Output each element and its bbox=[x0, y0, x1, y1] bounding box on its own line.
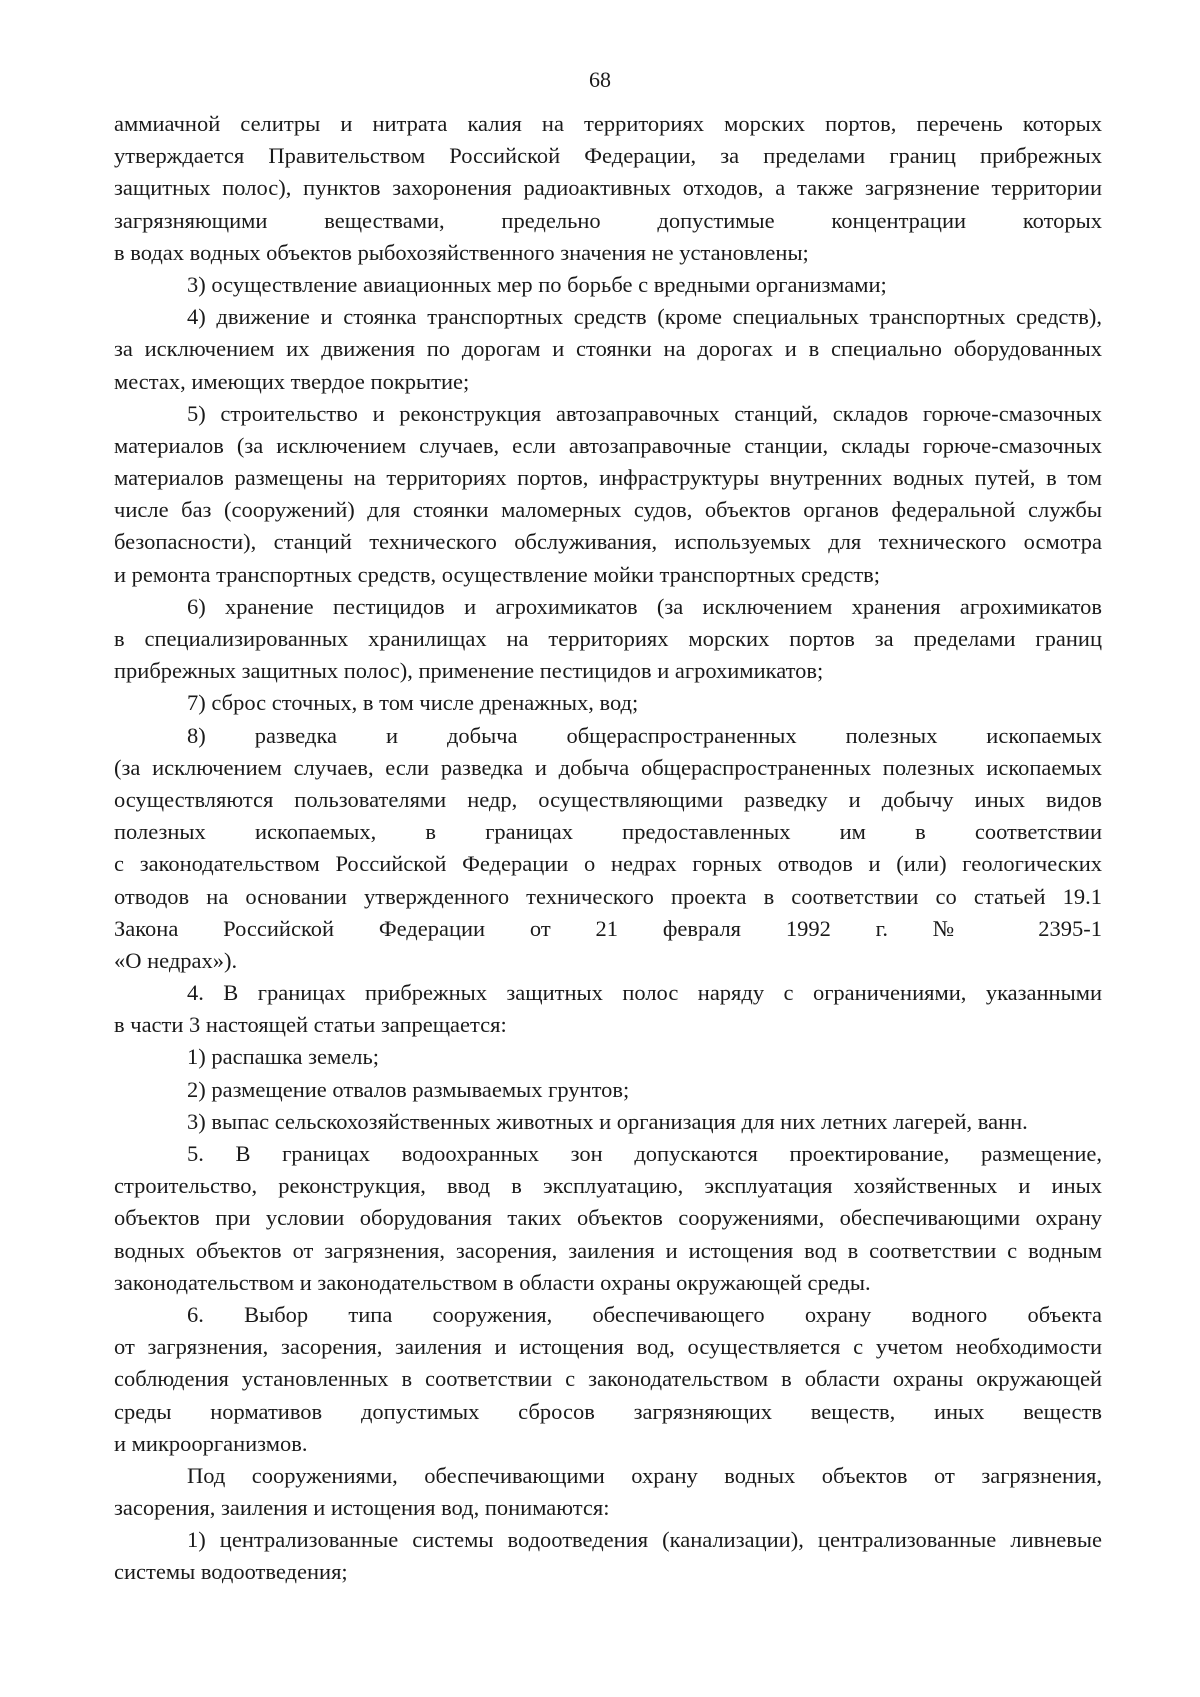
document-body bbox=[114, 108, 1102, 1589]
text-line: 5) строительство и реконструкция автозаправочных станций, складов горюче-смазочных bbox=[187, 400, 1102, 426]
text-line: 1) распашка земель; bbox=[187, 1044, 379, 1070]
text-line: строительство, реконструкция, ввод в эксплуатацию, эксплуатация хозяйственных и иных bbox=[114, 1173, 1102, 1199]
text-line: 6) хранение пестицидов и агрохимикатов (за исключением хранения агрохимикатов bbox=[187, 593, 1102, 619]
text-line: защитных полос), пунктов захоронения радиоактивных отходов, а также загрязнение территории bbox=[114, 175, 1102, 201]
text-line: среды нормативов допустимых сбросов загрязняющих веществ, иных веществ bbox=[114, 1398, 1102, 1424]
page-number: 68 bbox=[589, 67, 611, 92]
text-line: за исключением их движения по дорогам и стоянки на дорогах и в специально оборудованных bbox=[114, 336, 1102, 362]
text-line: прибрежных защитных полос), применение пестицидов и агрохимикатов; bbox=[114, 658, 824, 684]
text-line: и ремонта транспортных средств, осуществление мойки транспортных средств; bbox=[114, 561, 881, 587]
text-line: безопасности), станций технического обслуживания, используемых для технического осмотра bbox=[114, 529, 1102, 555]
text-line: отводов на основании утвержденного технического проекта в соответствии со статьей 19.1 bbox=[114, 883, 1102, 909]
text-line: 4) движение и стоянка транспортных средств (кроме специальных транспортных средств), bbox=[187, 304, 1102, 330]
text-line: и микроорганизмов. bbox=[114, 1430, 308, 1456]
text-line: водных объектов от загрязнения, засорения, заиления и истощения вод в соответствии с водным bbox=[114, 1237, 1102, 1263]
text-line: объектов при условии оборудования таких объектов сооружениями, обеспечивающими охрану bbox=[114, 1205, 1102, 1231]
text-line: засорения, заиления и истощения вод, понимаются: bbox=[114, 1495, 610, 1521]
text-line: 4. В границах прибрежных защитных полос наряду с ограничениями, указанными bbox=[187, 980, 1102, 1006]
text-line: в специализированных хранилищах на территориях морских портов за пределами границ bbox=[114, 626, 1102, 651]
text-line: 3) осуществление авиационных мер по борьбе с вредными организмами; bbox=[187, 271, 887, 297]
text-line: Под сооружениями, обеспечивающими охрану водных объектов от загрязнения, bbox=[187, 1462, 1102, 1488]
text-line: осуществляются пользователями недр, осуществляющими разведку и добычу иных видов bbox=[114, 786, 1102, 812]
text-line: 7) сброс сточных, в том числе дренажных, вод; bbox=[187, 690, 639, 716]
text-line: полезных ископаемых, в границах предоставленных им в соответствии bbox=[114, 819, 1102, 845]
text-line: 3) выпас сельскохозяйственных животных и организация для них летних лагерей, ванн. bbox=[187, 1108, 1028, 1134]
text-line: 8) разведка и добыча общераспространенных полезных ископаемых bbox=[187, 722, 1102, 748]
text-line: материалов размещены на территориях портов, инфраструктуры внутренних водных путей, в том bbox=[114, 465, 1102, 491]
text-line: (за исключением случаев, если разведка и добыча общераспространенных полезных ископаемых bbox=[114, 754, 1102, 780]
text-line: числе баз (сооружений) для стоянки маломерных судов, объектов органов федеральной службы bbox=[114, 497, 1102, 523]
text-line: аммиачной селитры и нитрата калия на территориях морских портов, перечень которых bbox=[114, 111, 1102, 136]
text-line: в части 3 настоящей статьи запрещается: bbox=[114, 1012, 507, 1038]
text-line: в водах водных объектов рыбохозяйственного значения не установлены; bbox=[114, 239, 809, 265]
text-line: утверждается Правительством Российской Федерации, за пределами границ прибрежных bbox=[114, 143, 1102, 169]
text-line: соблюдения установленных в соответствии с законодательством в области охраны окружающей bbox=[114, 1366, 1102, 1392]
text-line: 6. Выбор типа сооружения, обеспечивающего охрану водного объекта bbox=[187, 1301, 1102, 1327]
text-line: системы водоотведения; bbox=[114, 1559, 348, 1585]
text-line: Закона Российской Федерации от 21 февраля 1992 г. № 2395-1 bbox=[114, 915, 1102, 941]
text-line: от загрязнения, засорения, заиления и истощения вод, осуществляется с учетом необходимости bbox=[114, 1334, 1102, 1360]
text-line: 5. В границах водоохранных зон допускаются проектирование, размещение, bbox=[187, 1141, 1102, 1166]
text-line: местах, имеющих твердое покрытие; bbox=[114, 368, 470, 394]
text-line: «О недрах»). bbox=[114, 947, 238, 973]
text-line: 1) централизованные системы водоотведения (канализации), централизованные ливневые bbox=[187, 1527, 1102, 1553]
text-line: с законодательством Российской Федерации о недрах горных отводов и (или) геологических bbox=[114, 851, 1102, 877]
text-line: 2) размещение отвалов размываемых грунтов; bbox=[187, 1076, 630, 1102]
text-line: загрязняющими веществами, предельно допустимые концентрации которых bbox=[114, 207, 1102, 233]
text-line: законодательством и законодательством в области охраны окружающей среды. bbox=[114, 1269, 871, 1295]
text-line: материалов (за исключением случаев, если автозаправочные станции, склады горюче-смазочных bbox=[114, 432, 1102, 458]
